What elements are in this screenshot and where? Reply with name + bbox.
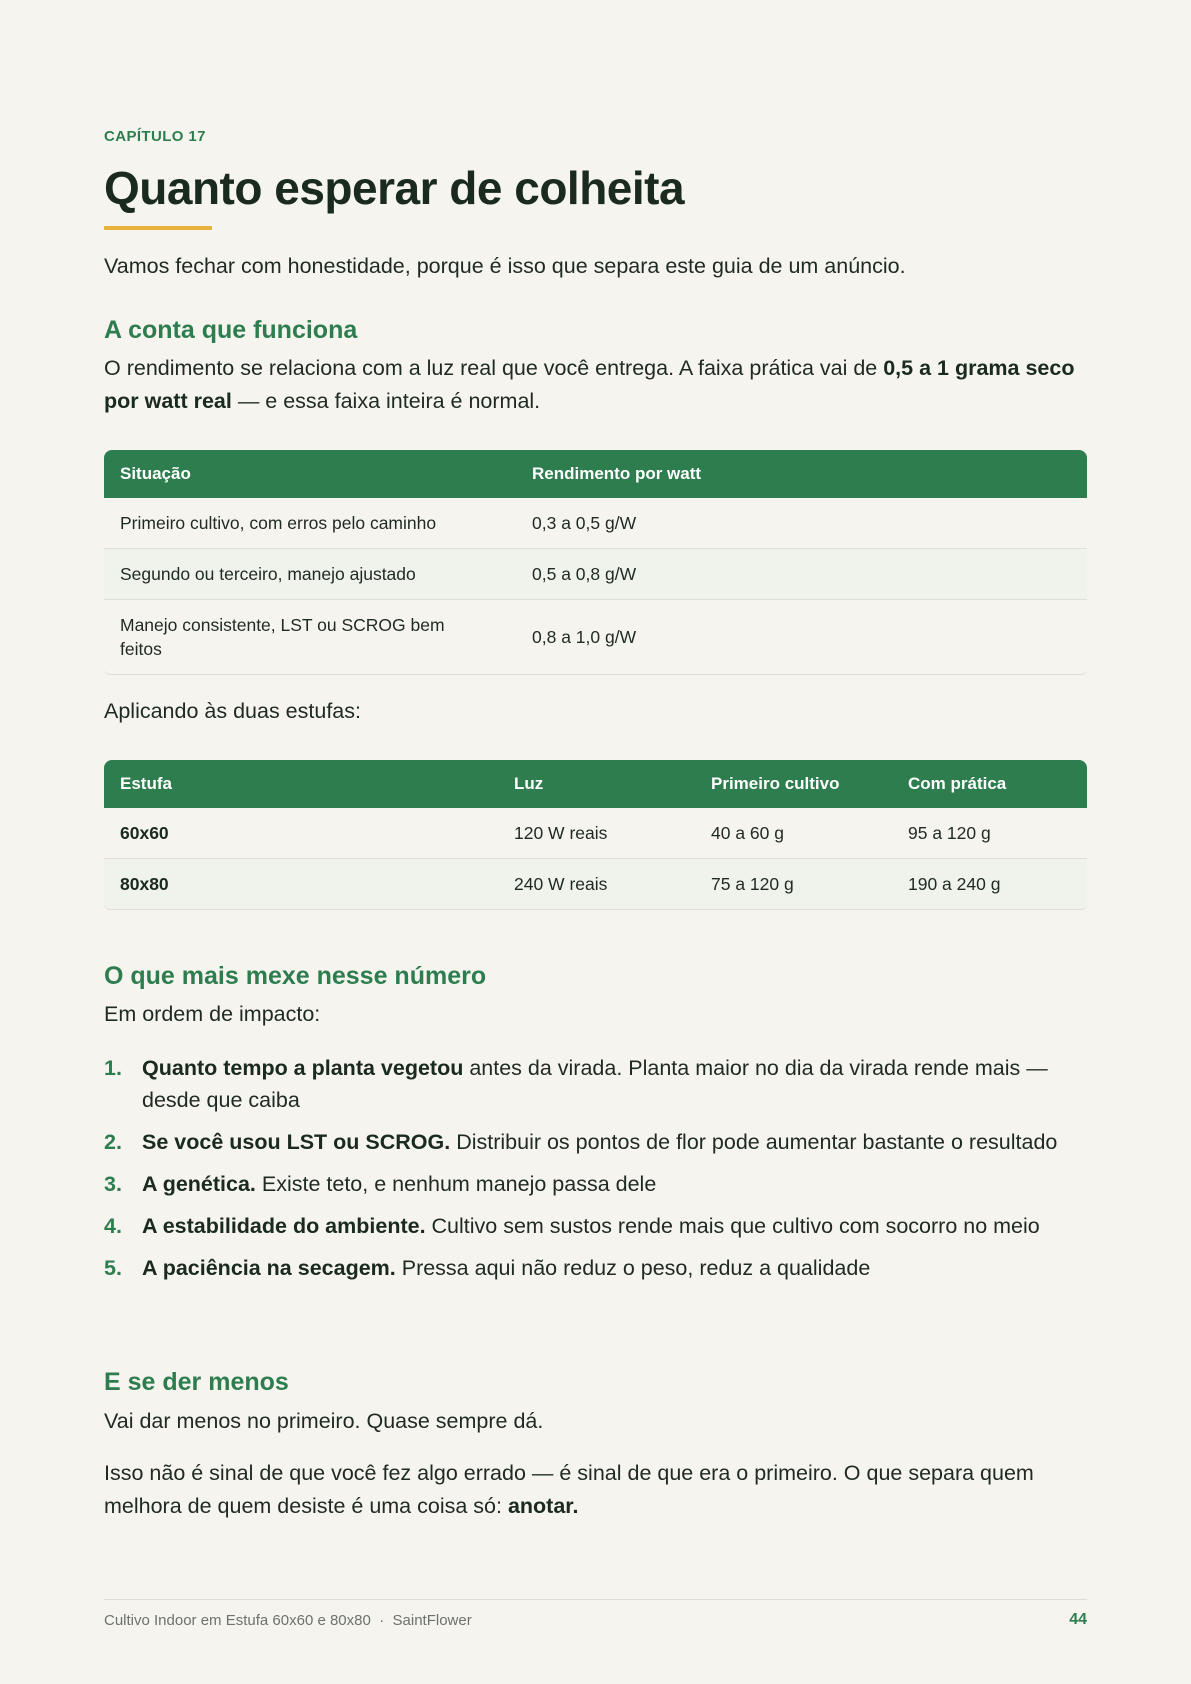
table-cell: 240 W reais — [498, 859, 695, 910]
section-heading-impacto: O que mais mexe nesse número — [104, 962, 487, 990]
footer-book-info — [104, 1612, 472, 1629]
page-number: 44 — [1069, 1611, 1087, 1628]
table-cell: Segundo ou terceiro, manejo ajustado — [104, 549, 516, 600]
page-title: Quanto esperar de colheita — [104, 162, 685, 214]
section-heading-menos: E se der menos — [104, 1368, 289, 1396]
paragraph-emphasis: 0,5 a 1 grama seco por watt real — [104, 356, 1075, 413]
table-cell: 190 a 240 g — [892, 859, 1087, 910]
table-row — [104, 808, 1087, 859]
paragraph-text: — e essa faixa inteira é normal. — [231, 389, 541, 413]
list-number: 1. — [104, 1056, 122, 1080]
applying-paragraph: Aplicando às duas estufas: — [104, 699, 361, 723]
greenhouse-yield-table — [104, 760, 1087, 910]
column-header: Luz — [498, 760, 695, 808]
list-item-emphasis: Quanto tempo a planta vegetou — [142, 1056, 464, 1080]
footer-book-title: Cultivo Indoor em Estufa 60x60 e 80x80 — [104, 1612, 371, 1629]
paragraph-emphasis: anotar. — [507, 1494, 579, 1518]
table-header-row — [104, 760, 1087, 808]
list-number: 5. — [104, 1256, 122, 1280]
table-row — [104, 600, 1087, 675]
impact-factors-list — [104, 1052, 1087, 1294]
table-row — [104, 498, 1087, 549]
table-cell: Manejo consistente, LST ou SCROG bem feitos — [104, 600, 516, 675]
table-cell: Primeiro cultivo, com erros pelo caminho — [104, 498, 516, 549]
list-item-text: antes da virada. Planta maior no dia da virada rende mais — desde que caiba — [142, 1056, 1048, 1112]
list-item-emphasis: A paciência na secagem. — [142, 1256, 396, 1280]
table-header-row — [104, 450, 1087, 498]
table-cell: 60x60 — [104, 808, 498, 859]
list-item — [104, 1252, 1087, 1284]
column-header: Primeiro cultivo — [695, 760, 892, 808]
list-item-text: Pressa aqui não reduz o peso, reduz a qualidade — [395, 1256, 871, 1280]
table-cell: 0,3 a 0,5 g/W — [516, 498, 1087, 549]
list-item — [104, 1210, 1087, 1242]
column-header: Situação — [104, 450, 516, 498]
yield-per-watt-table — [104, 450, 1087, 675]
table-cell: 40 a 60 g — [695, 808, 892, 859]
table-row — [104, 859, 1087, 910]
list-item — [104, 1052, 1087, 1116]
section-heading-conta: A conta que funciona — [104, 316, 358, 344]
list-item-emphasis: Se você usou LST ou SCROG. — [142, 1130, 451, 1154]
column-header: Com prática — [892, 760, 1087, 808]
menos-paragraph-2 — [104, 1457, 1087, 1523]
chapter-label: CAPÍTULO 17 — [104, 128, 206, 145]
list-number: 4. — [104, 1214, 122, 1238]
column-header: Estufa — [104, 760, 498, 808]
list-number: 2. — [104, 1130, 122, 1154]
table-cell: 0,8 a 1,0 g/W — [516, 600, 1087, 675]
table-cell: 120 W reais — [498, 808, 695, 859]
paragraph-text: Isso não é sinal de que você fez algo errado — é sinal de que era o primeiro. O que separa quem melhora de quem desiste é uma coisa só: — [104, 1461, 1034, 1518]
footer-separator: · — [379, 1612, 385, 1629]
column-header: Rendimento por watt — [516, 450, 1087, 498]
table-cell: 75 a 120 g — [695, 859, 892, 910]
list-item-emphasis: A genética. — [142, 1172, 256, 1196]
title-underline — [104, 226, 212, 230]
intro-paragraph: Vamos fechar com honestidade, porque é isso que separa este guia de um anúncio. — [104, 254, 906, 278]
section-conta-paragraph — [104, 352, 1087, 418]
table-cell: 95 a 120 g — [892, 808, 1087, 859]
list-item-emphasis: A estabilidade do ambiente. — [142, 1214, 426, 1238]
list-item — [104, 1126, 1087, 1158]
table-row — [104, 549, 1087, 600]
table-cell: 0,5 a 0,8 g/W — [516, 549, 1087, 600]
footer-brand: SaintFlower — [392, 1612, 472, 1629]
list-item-text: Distribuir os pontos de flor pode aumentar bastante o resultado — [450, 1130, 1058, 1154]
list-item-text: Existe teto, e nenhum manejo passa dele — [255, 1172, 657, 1196]
list-number: 3. — [104, 1172, 122, 1196]
table-cell: 80x80 — [104, 859, 498, 910]
list-item-text: Cultivo sem sustos rende mais que cultivo com socorro no meio — [425, 1214, 1040, 1238]
menos-paragraph-1: Vai dar menos no primeiro. Quase sempre dá. — [104, 1409, 544, 1433]
paragraph-text: O rendimento se relaciona com a luz real que você entrega. A faixa prática vai de — [104, 356, 884, 380]
impact-lead-paragraph: Em ordem de impacto: — [104, 1002, 321, 1026]
footer-divider — [104, 1599, 1087, 1600]
list-item — [104, 1168, 1087, 1200]
